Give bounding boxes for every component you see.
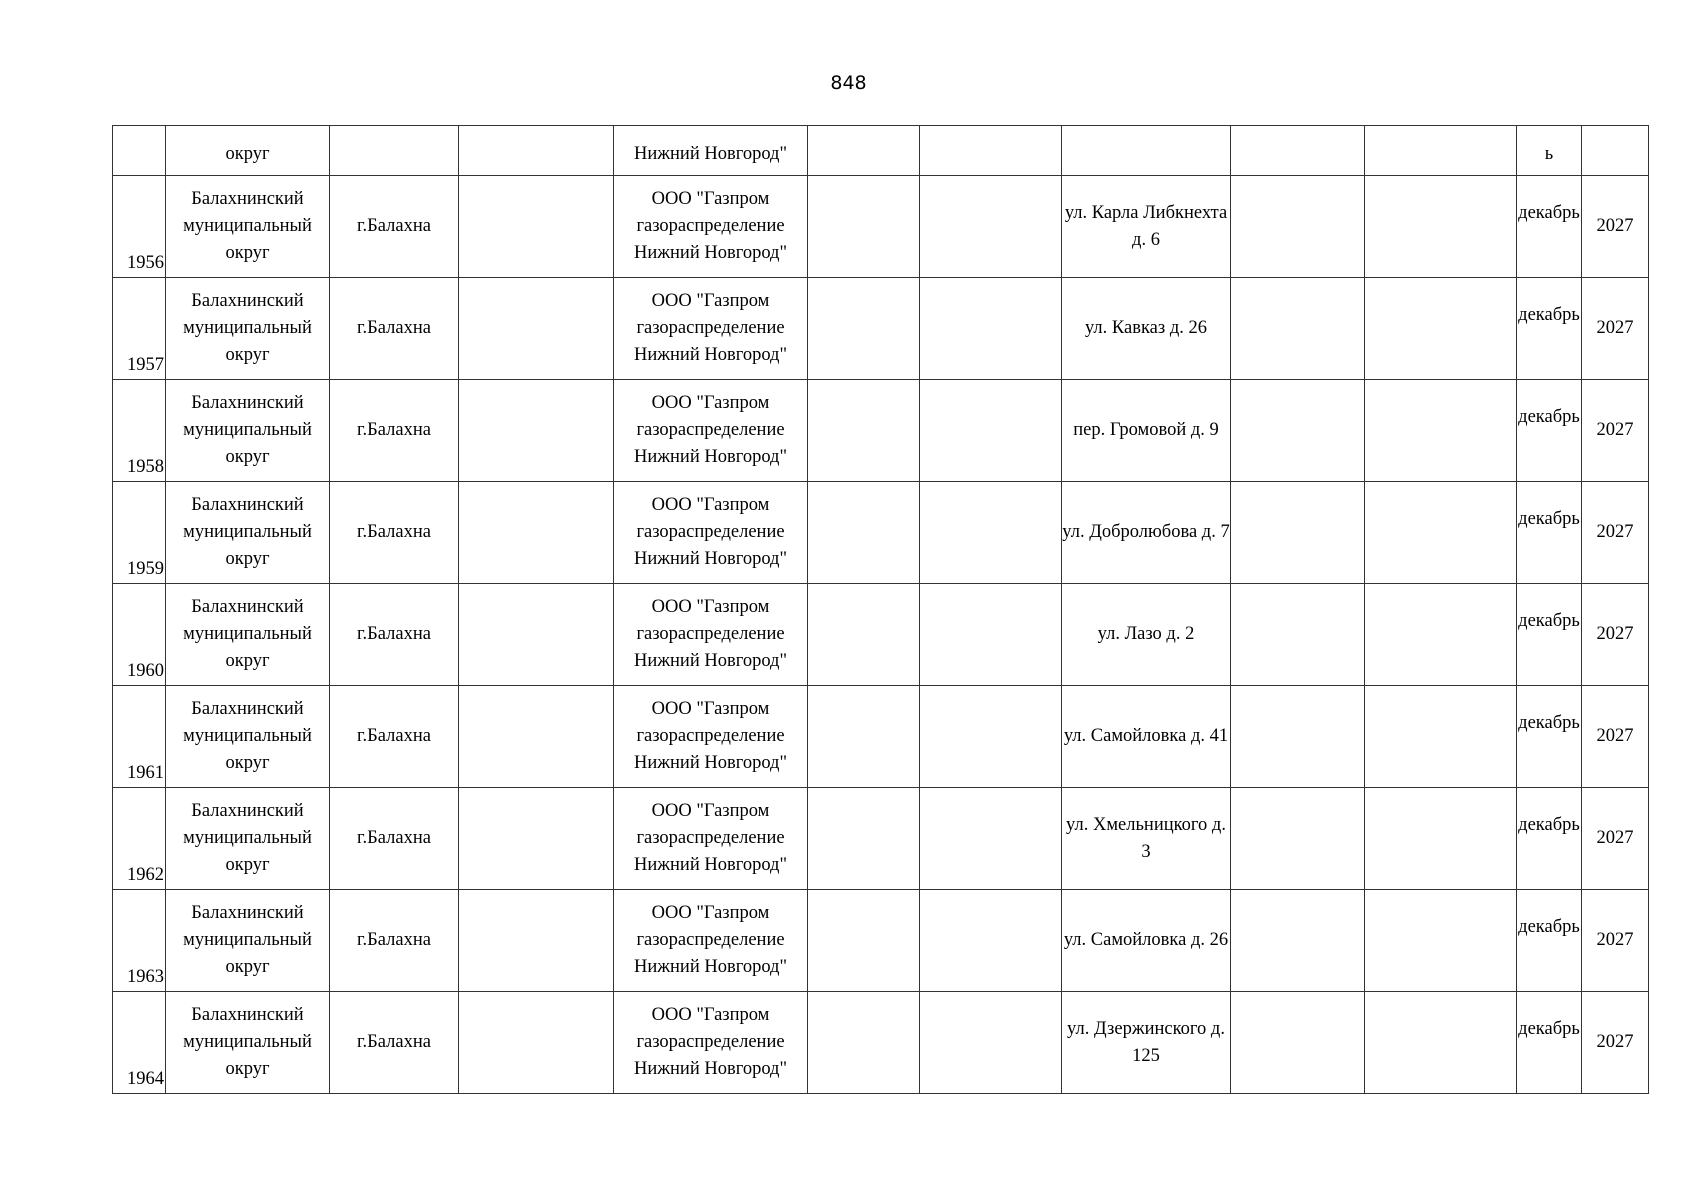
cell-organization: ООО "Газпром газораспределение Нижний Новгород" — [614, 380, 808, 482]
cell-locality: г.Балахна — [330, 992, 459, 1094]
cell-organization: ООО "Газпром газораспределение Нижний Новгород" — [614, 686, 808, 788]
cell-empty — [1231, 788, 1365, 890]
cell-empty — [459, 278, 614, 380]
cell-locality: г.Балахна — [330, 686, 459, 788]
table-row — [113, 176, 1649, 278]
cell-empty — [1365, 126, 1517, 176]
cell-empty — [459, 788, 614, 890]
cell-organization: Нижний Новгород" — [614, 126, 808, 176]
cell-empty — [1365, 788, 1517, 890]
cell-address: ул. Кавказ д. 26 — [1062, 278, 1231, 380]
cell-month: декабрь — [1517, 584, 1582, 686]
cell-num: 1963 — [113, 890, 166, 992]
cell-month: декабрь — [1517, 686, 1582, 788]
cell-district: округ — [166, 126, 330, 176]
cell-address: пер. Громовой д. 9 — [1062, 380, 1231, 482]
cell-empty — [920, 584, 1062, 686]
cell-num: 1959 — [113, 482, 166, 584]
cell-locality: г.Балахна — [330, 380, 459, 482]
cell-year: 2027 — [1582, 482, 1649, 584]
cell-organization: ООО "Газпром газораспределение Нижний Новгород" — [614, 992, 808, 1094]
cell-empty — [1231, 176, 1365, 278]
continuation-row — [113, 126, 1649, 176]
cell-district: Балахнинский муниципальный округ — [166, 482, 330, 584]
cell-locality: г.Балахна — [330, 890, 459, 992]
cell-organization: ООО "Газпром газораспределение Нижний Новгород" — [614, 176, 808, 278]
cell-num: 1960 — [113, 584, 166, 686]
cell-month: декабрь — [1517, 176, 1582, 278]
table-row — [113, 278, 1649, 380]
cell-empty — [920, 686, 1062, 788]
page-number: 848 — [830, 72, 867, 94]
cell-month: ь — [1517, 126, 1582, 176]
cell-empty — [1365, 482, 1517, 584]
cell-district: Балахнинский муниципальный округ — [166, 992, 330, 1094]
cell-empty — [920, 380, 1062, 482]
cell-locality: г.Балахна — [330, 176, 459, 278]
cell-empty — [920, 788, 1062, 890]
cell-empty — [920, 278, 1062, 380]
cell-empty — [808, 126, 920, 176]
cell-year: 2027 — [1582, 380, 1649, 482]
cell-address: ул. Добролюбова д. 7 — [1062, 482, 1231, 584]
cell-empty — [459, 686, 614, 788]
cell-year: 2027 — [1582, 584, 1649, 686]
table-row — [113, 788, 1649, 890]
cell-empty — [920, 176, 1062, 278]
cell-empty — [459, 482, 614, 584]
cell-locality: г.Балахна — [330, 584, 459, 686]
cell-month: декабрь — [1517, 890, 1582, 992]
cell-num: 1961 — [113, 686, 166, 788]
cell-district: Балахнинский муниципальный округ — [166, 890, 330, 992]
cell-empty — [1231, 686, 1365, 788]
cell-address: ул. Хмельницкого д. 3 — [1062, 788, 1231, 890]
cell-month: декабрь — [1517, 992, 1582, 1094]
cell-empty — [1231, 890, 1365, 992]
cell-empty — [808, 176, 920, 278]
cell-empty — [808, 482, 920, 584]
cell-num: 1958 — [113, 380, 166, 482]
cell-district: Балахнинский муниципальный округ — [166, 584, 330, 686]
cell-year: 2027 — [1582, 176, 1649, 278]
cell-num — [113, 126, 166, 176]
cell-empty — [459, 380, 614, 482]
cell-empty — [808, 278, 920, 380]
cell-locality: г.Балахна — [330, 788, 459, 890]
cell-empty — [1365, 584, 1517, 686]
cell-empty — [459, 890, 614, 992]
cell-empty — [1365, 176, 1517, 278]
cell-month: декабрь — [1517, 788, 1582, 890]
cell-organization: ООО "Газпром газораспределение Нижний Новгород" — [614, 890, 808, 992]
cell-empty — [1231, 482, 1365, 584]
cell-empty — [920, 890, 1062, 992]
cell-organization: ООО "Газпром газораспределение Нижний Новгород" — [614, 788, 808, 890]
cell-organization: ООО "Газпром газораспределение Нижний Новгород" — [614, 278, 808, 380]
cell-address — [1062, 126, 1231, 176]
cell-year: 2027 — [1582, 686, 1649, 788]
table-row — [113, 890, 1649, 992]
cell-year: 2027 — [1582, 992, 1649, 1094]
cell-district: Балахнинский муниципальный округ — [166, 176, 330, 278]
cell-month: декабрь — [1517, 380, 1582, 482]
cell-empty — [1231, 584, 1365, 686]
cell-address: ул. Самойловка д. 41 — [1062, 686, 1231, 788]
cell-empty — [459, 176, 614, 278]
cell-empty — [1365, 890, 1517, 992]
cell-empty — [808, 584, 920, 686]
cell-empty — [1365, 686, 1517, 788]
cell-address: ул. Карла Либкнехта д. 6 — [1062, 176, 1231, 278]
cell-num: 1957 — [113, 278, 166, 380]
cell-num: 1964 — [113, 992, 166, 1094]
cell-empty — [808, 686, 920, 788]
cell-year: 2027 — [1582, 788, 1649, 890]
cell-month: декабрь — [1517, 278, 1582, 380]
cell-locality — [330, 126, 459, 176]
table-row — [113, 584, 1649, 686]
cell-district: Балахнинский муниципальный округ — [166, 380, 330, 482]
cell-address: ул. Самойловка д. 26 — [1062, 890, 1231, 992]
cell-empty — [1231, 278, 1365, 380]
cell-locality: г.Балахна — [330, 482, 459, 584]
cell-empty — [920, 992, 1062, 1094]
cell-year: 2027 — [1582, 278, 1649, 380]
cell-organization: ООО "Газпром газораспределение Нижний Новгород" — [614, 584, 808, 686]
cell-empty — [1365, 992, 1517, 1094]
table-row — [113, 992, 1649, 1094]
register-table — [112, 125, 1649, 1094]
table-row — [113, 686, 1649, 788]
table-row — [113, 380, 1649, 482]
cell-empty — [808, 788, 920, 890]
cell-empty — [459, 584, 614, 686]
cell-district: Балахнинский муниципальный округ — [166, 788, 330, 890]
cell-empty — [1365, 380, 1517, 482]
cell-address: ул. Дзержинского д. 125 — [1062, 992, 1231, 1094]
cell-empty — [920, 482, 1062, 584]
cell-address: ул. Лазо д. 2 — [1062, 584, 1231, 686]
cell-empty — [1231, 992, 1365, 1094]
table-row — [113, 482, 1649, 584]
table-body — [113, 126, 1649, 1094]
cell-year: 2027 — [1582, 890, 1649, 992]
cell-year — [1582, 126, 1649, 176]
cell-empty — [1231, 126, 1365, 176]
cell-district: Балахнинский муниципальный округ — [166, 686, 330, 788]
cell-locality: г.Балахна — [330, 278, 459, 380]
cell-district: Балахнинский муниципальный округ — [166, 278, 330, 380]
cell-num: 1962 — [113, 788, 166, 890]
cell-empty — [920, 126, 1062, 176]
cell-empty — [808, 380, 920, 482]
cell-month: декабрь — [1517, 482, 1582, 584]
cell-empty — [1365, 278, 1517, 380]
cell-empty — [808, 992, 920, 1094]
cell-organization: ООО "Газпром газораспределение Нижний Новгород" — [614, 482, 808, 584]
cell-empty — [1231, 380, 1365, 482]
cell-num: 1956 — [113, 176, 166, 278]
cell-empty — [459, 992, 614, 1094]
cell-empty — [459, 126, 614, 176]
cell-empty — [808, 890, 920, 992]
